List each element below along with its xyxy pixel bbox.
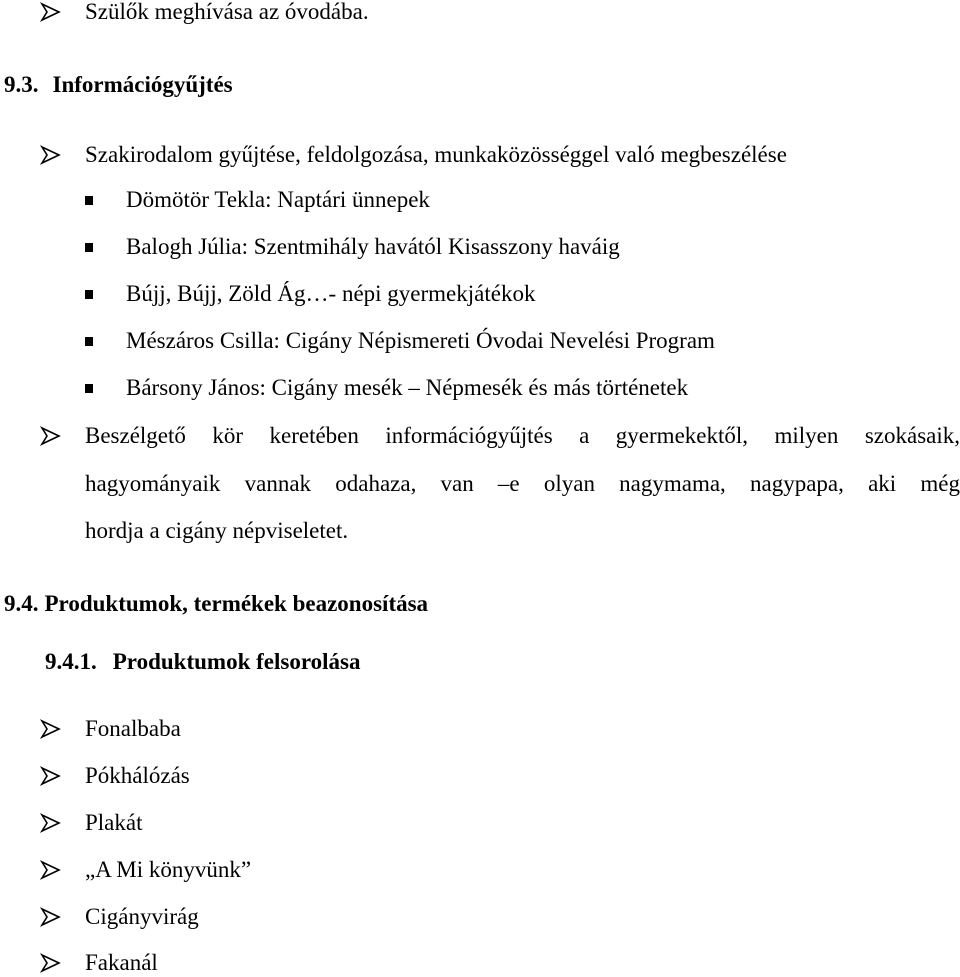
paragraph-line: Beszélgető kör keretében információgyűjtés a gyermekektől, milyen szokásaik,: [85, 423, 960, 448]
product-item: Cigányvirág: [85, 904, 199, 929]
section-number: 9.3.: [4, 72, 39, 97]
arrow-bullet-icon: [40, 812, 62, 834]
section-title: Produktumok felsorolása: [112, 649, 361, 674]
arrow-bullet-icon: [40, 144, 62, 166]
arrow-bullet-icon: [40, 859, 62, 881]
section-title: Produktumok, termékek beazonosítása: [44, 591, 429, 616]
arrow-bullet-icon: [40, 952, 62, 974]
sub-list-item: Bújj, Bújj, Zöld Ág…- népi gyermekjátékok: [126, 281, 536, 306]
paragraph-line: hordja a cigány népviseletet.: [85, 518, 349, 543]
sub-list-item: Mészáros Csilla: Cigány Népismereti Óvodai Nevelési Program: [126, 328, 715, 353]
sub-list-item: Bársony János: Cigány mesék – Népmesék és más történetek: [126, 375, 689, 400]
section-number: 9.4.: [4, 591, 39, 616]
section-number: 9.4.1.: [45, 649, 97, 674]
square-bullet-icon: [85, 384, 93, 393]
arrow-bullet-icon: [40, 425, 62, 447]
list-item: Szakirodalom gyűjtése, feldolgozása, munkaközösséggel való megbeszélése: [85, 142, 787, 167]
square-bullet-icon: [85, 243, 93, 252]
sub-list-item: Dömötör Tekla: Naptári ünnepek: [126, 187, 430, 212]
arrow-bullet-icon: [40, 1, 62, 23]
product-item: Pókhálózás: [85, 763, 190, 788]
section-heading-9-3: [4, 71, 233, 99]
sub-list-item: Balogh Júlia: Szentmihály havától Kisasszony haváig: [126, 234, 620, 259]
square-bullet-icon: [85, 196, 93, 205]
square-bullet-icon: [85, 337, 93, 346]
product-item: Fonalbaba: [85, 716, 181, 741]
list-item: Szülők meghívása az óvodába.: [85, 0, 369, 24]
paragraph-line: hagyományaik vannak odahaza, van –e olyan nagymama, nagypapa, aki még: [85, 471, 960, 496]
square-bullet-icon: [85, 290, 93, 299]
section-heading-9-4-1: [45, 648, 360, 676]
product-item: Fakanál: [85, 950, 158, 975]
section-title: Információgyűjtés: [52, 72, 233, 97]
product-item: Plakát: [85, 810, 143, 835]
arrow-bullet-icon: [40, 906, 62, 928]
arrow-bullet-icon: [40, 718, 62, 740]
product-item: „A Mi könyvünk”: [85, 857, 252, 882]
section-heading-9-4: [4, 590, 428, 618]
arrow-bullet-icon: [40, 765, 62, 787]
